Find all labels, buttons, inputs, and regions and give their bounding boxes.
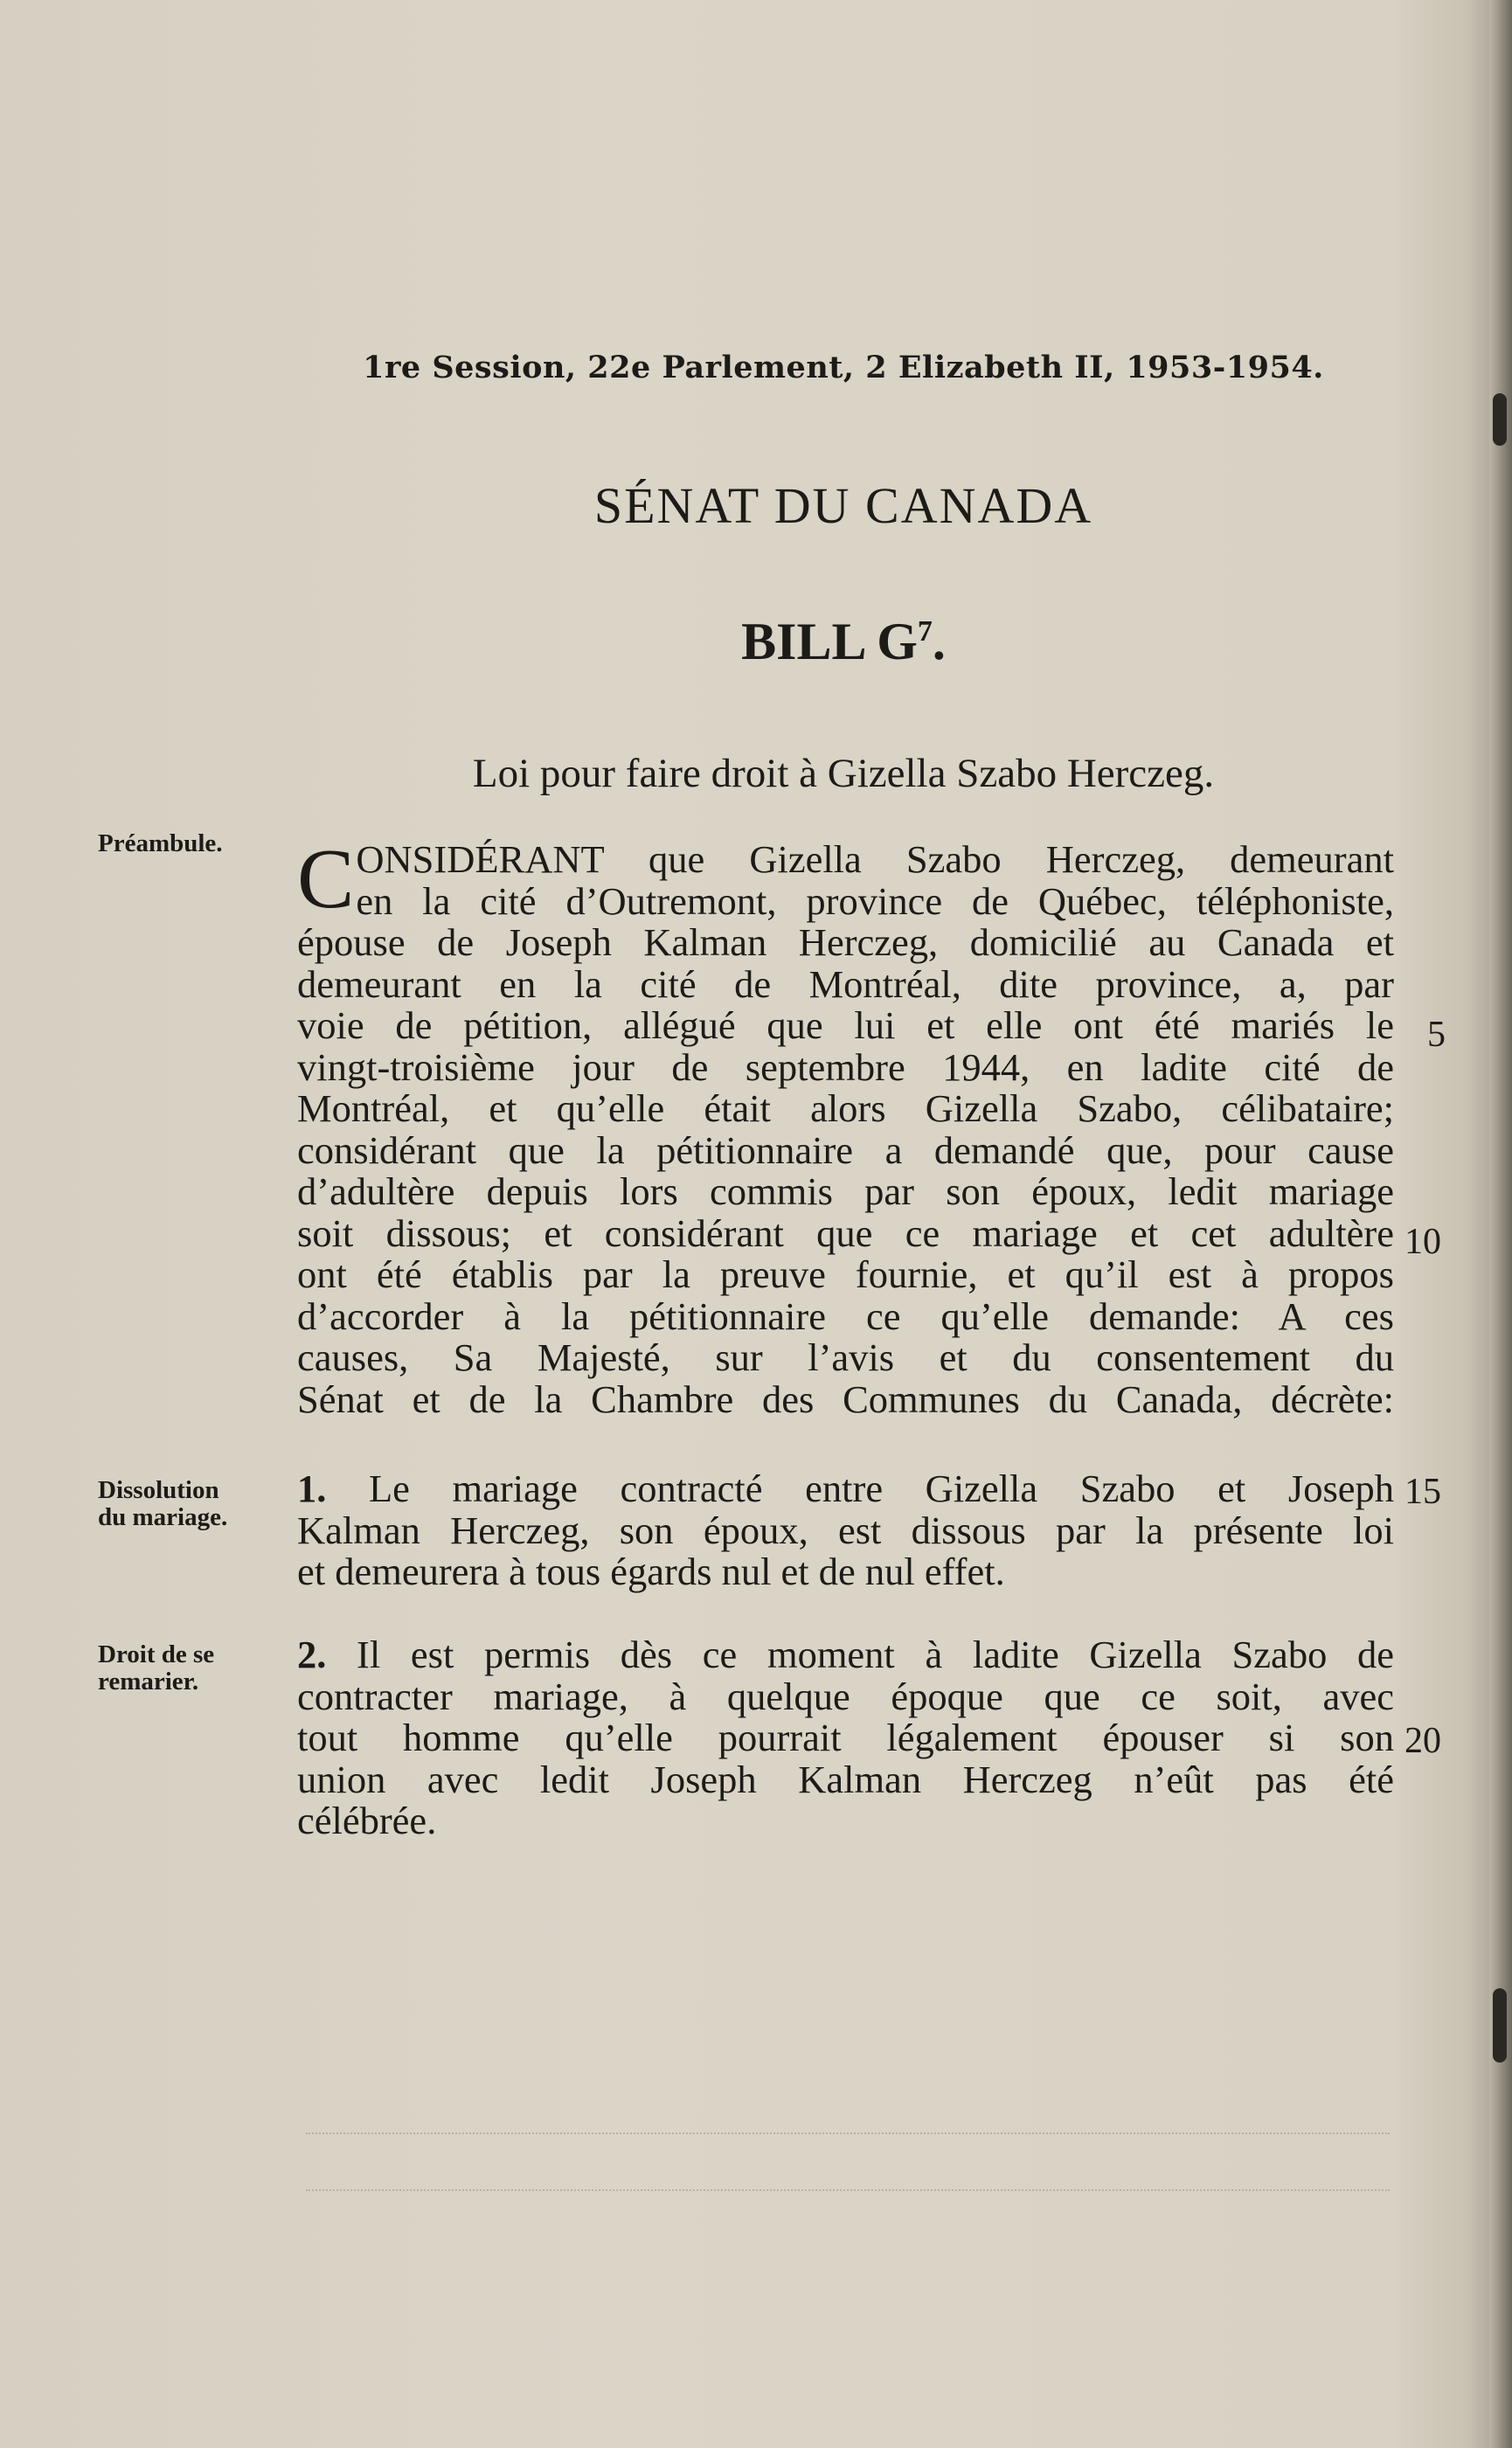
bottom-rule-upper xyxy=(306,2132,1390,2134)
preamble-paragraph xyxy=(297,832,1394,1421)
preamble-line: Montréal, et qu’elle était alors Gizella Szabo, célibataire; xyxy=(297,1086,1394,1130)
bill-label: BILL G xyxy=(741,613,918,670)
bottom-rule-lower xyxy=(306,2189,1390,2191)
preamble-line: causes, Sa Majesté, sur l’avis et du consentement du xyxy=(297,1335,1394,1379)
preamble-line: d’adultère depuis lors commis par son époux, ledit mariage xyxy=(297,1169,1394,1213)
article-2-line: union avec ledit Joseph Kalman Herczeg n’eût pas été xyxy=(297,1757,1394,1801)
bill-superscript: 7 xyxy=(917,615,933,648)
margin-note-remarry-line1: Droit de se xyxy=(98,1640,215,1668)
institution-title: SÉNAT DU CANADA xyxy=(593,477,1093,534)
margin-note-dissolution xyxy=(98,1477,273,1531)
article-1-line xyxy=(297,1468,1394,1510)
article-1 xyxy=(297,1468,1394,1593)
session-line: 1re Session, 22e Parlement, 2 Elizabeth II, 1953-1954. xyxy=(363,350,1324,385)
preamble-line: épouse de Joseph Kalman Herczeg, domicilié au Canada et xyxy=(297,920,1394,964)
article-2 xyxy=(297,1634,1394,1842)
line-number-10: 10 xyxy=(1404,1222,1441,1262)
article-2-line: tout homme qu’elle pourrait légalement épouser si son xyxy=(297,1716,1394,1759)
binding-mark-bottom xyxy=(1493,1988,1507,2063)
margin-note-preamble-text: Préambule. xyxy=(98,829,223,857)
article-1-line: et demeurera à tous égards nul et de nul effet. xyxy=(297,1550,1005,1593)
margin-note-dissolution-line1: Dissolution xyxy=(98,1476,219,1504)
preamble-line: Sénat et de la Chambre des Communes du Canada, décrète: xyxy=(297,1377,1394,1421)
line-number-5: 5 xyxy=(1427,1015,1446,1055)
article-1-number: 1. xyxy=(297,1467,327,1510)
bill-suffix: . xyxy=(932,613,946,670)
article-2-line: contracter mariage, à quelque époque que ce soit, avec xyxy=(297,1674,1394,1718)
article-2-line: célébrée. xyxy=(297,1799,437,1842)
preamble-line: ONSIDÉRANT que Gizella Szabo Herczeg, demeurant xyxy=(356,837,1394,881)
article-1-line-text: Le mariage contracté entre Gizella Szabo et Joseph xyxy=(369,1467,1395,1510)
line-number-20: 20 xyxy=(1404,1721,1441,1761)
preamble-line: voie de pétition, allégué que lui et elle ont été mariés le xyxy=(297,1003,1394,1047)
binding-mark-top xyxy=(1493,393,1507,446)
margin-note-dissolution-line2: du mariage. xyxy=(98,1503,228,1531)
line-number-15: 15 xyxy=(1404,1472,1441,1512)
bill-title xyxy=(0,612,1512,672)
margin-note-remarry-line2: remarier. xyxy=(98,1668,199,1696)
margin-note-remarry xyxy=(98,1641,273,1696)
article-2-line xyxy=(297,1634,1394,1676)
bill-subtitle: Loi pour faire droit à Gizella Szabo Herczeg. xyxy=(472,751,1215,796)
preamble-line: considérant que la pétitionnaire a demandé que, pour cause xyxy=(297,1127,1394,1172)
preamble-line: demeurant en la cité de Montréal, dite province, a, par xyxy=(297,961,1394,1006)
article-1-line: Kalman Herczeg, son époux, est dissous par la présente loi xyxy=(297,1508,1394,1552)
preamble-line: ont été établis par la preuve fournie, et qu’il est à propos xyxy=(297,1252,1394,1296)
preamble-line: vingt-troisième jour de septembre 1944, en ladite cité de xyxy=(297,1044,1394,1089)
margin-note-preamble xyxy=(98,830,273,857)
preamble-line: en la cité d’Outremont, province de Québec, téléphoniste, xyxy=(356,878,1394,923)
preamble-dropcap: C xyxy=(297,832,355,926)
article-2-number: 2. xyxy=(297,1633,327,1676)
preamble-line: soit dissous; et considérant que ce mariage et cet adultère xyxy=(297,1210,1394,1255)
preamble-line: d’accorder à la pétitionnaire ce qu’elle demande: A ces xyxy=(297,1293,1394,1338)
article-2-line-text: Il est permis dès ce moment à ladite Gizella Szabo de xyxy=(357,1633,1394,1676)
